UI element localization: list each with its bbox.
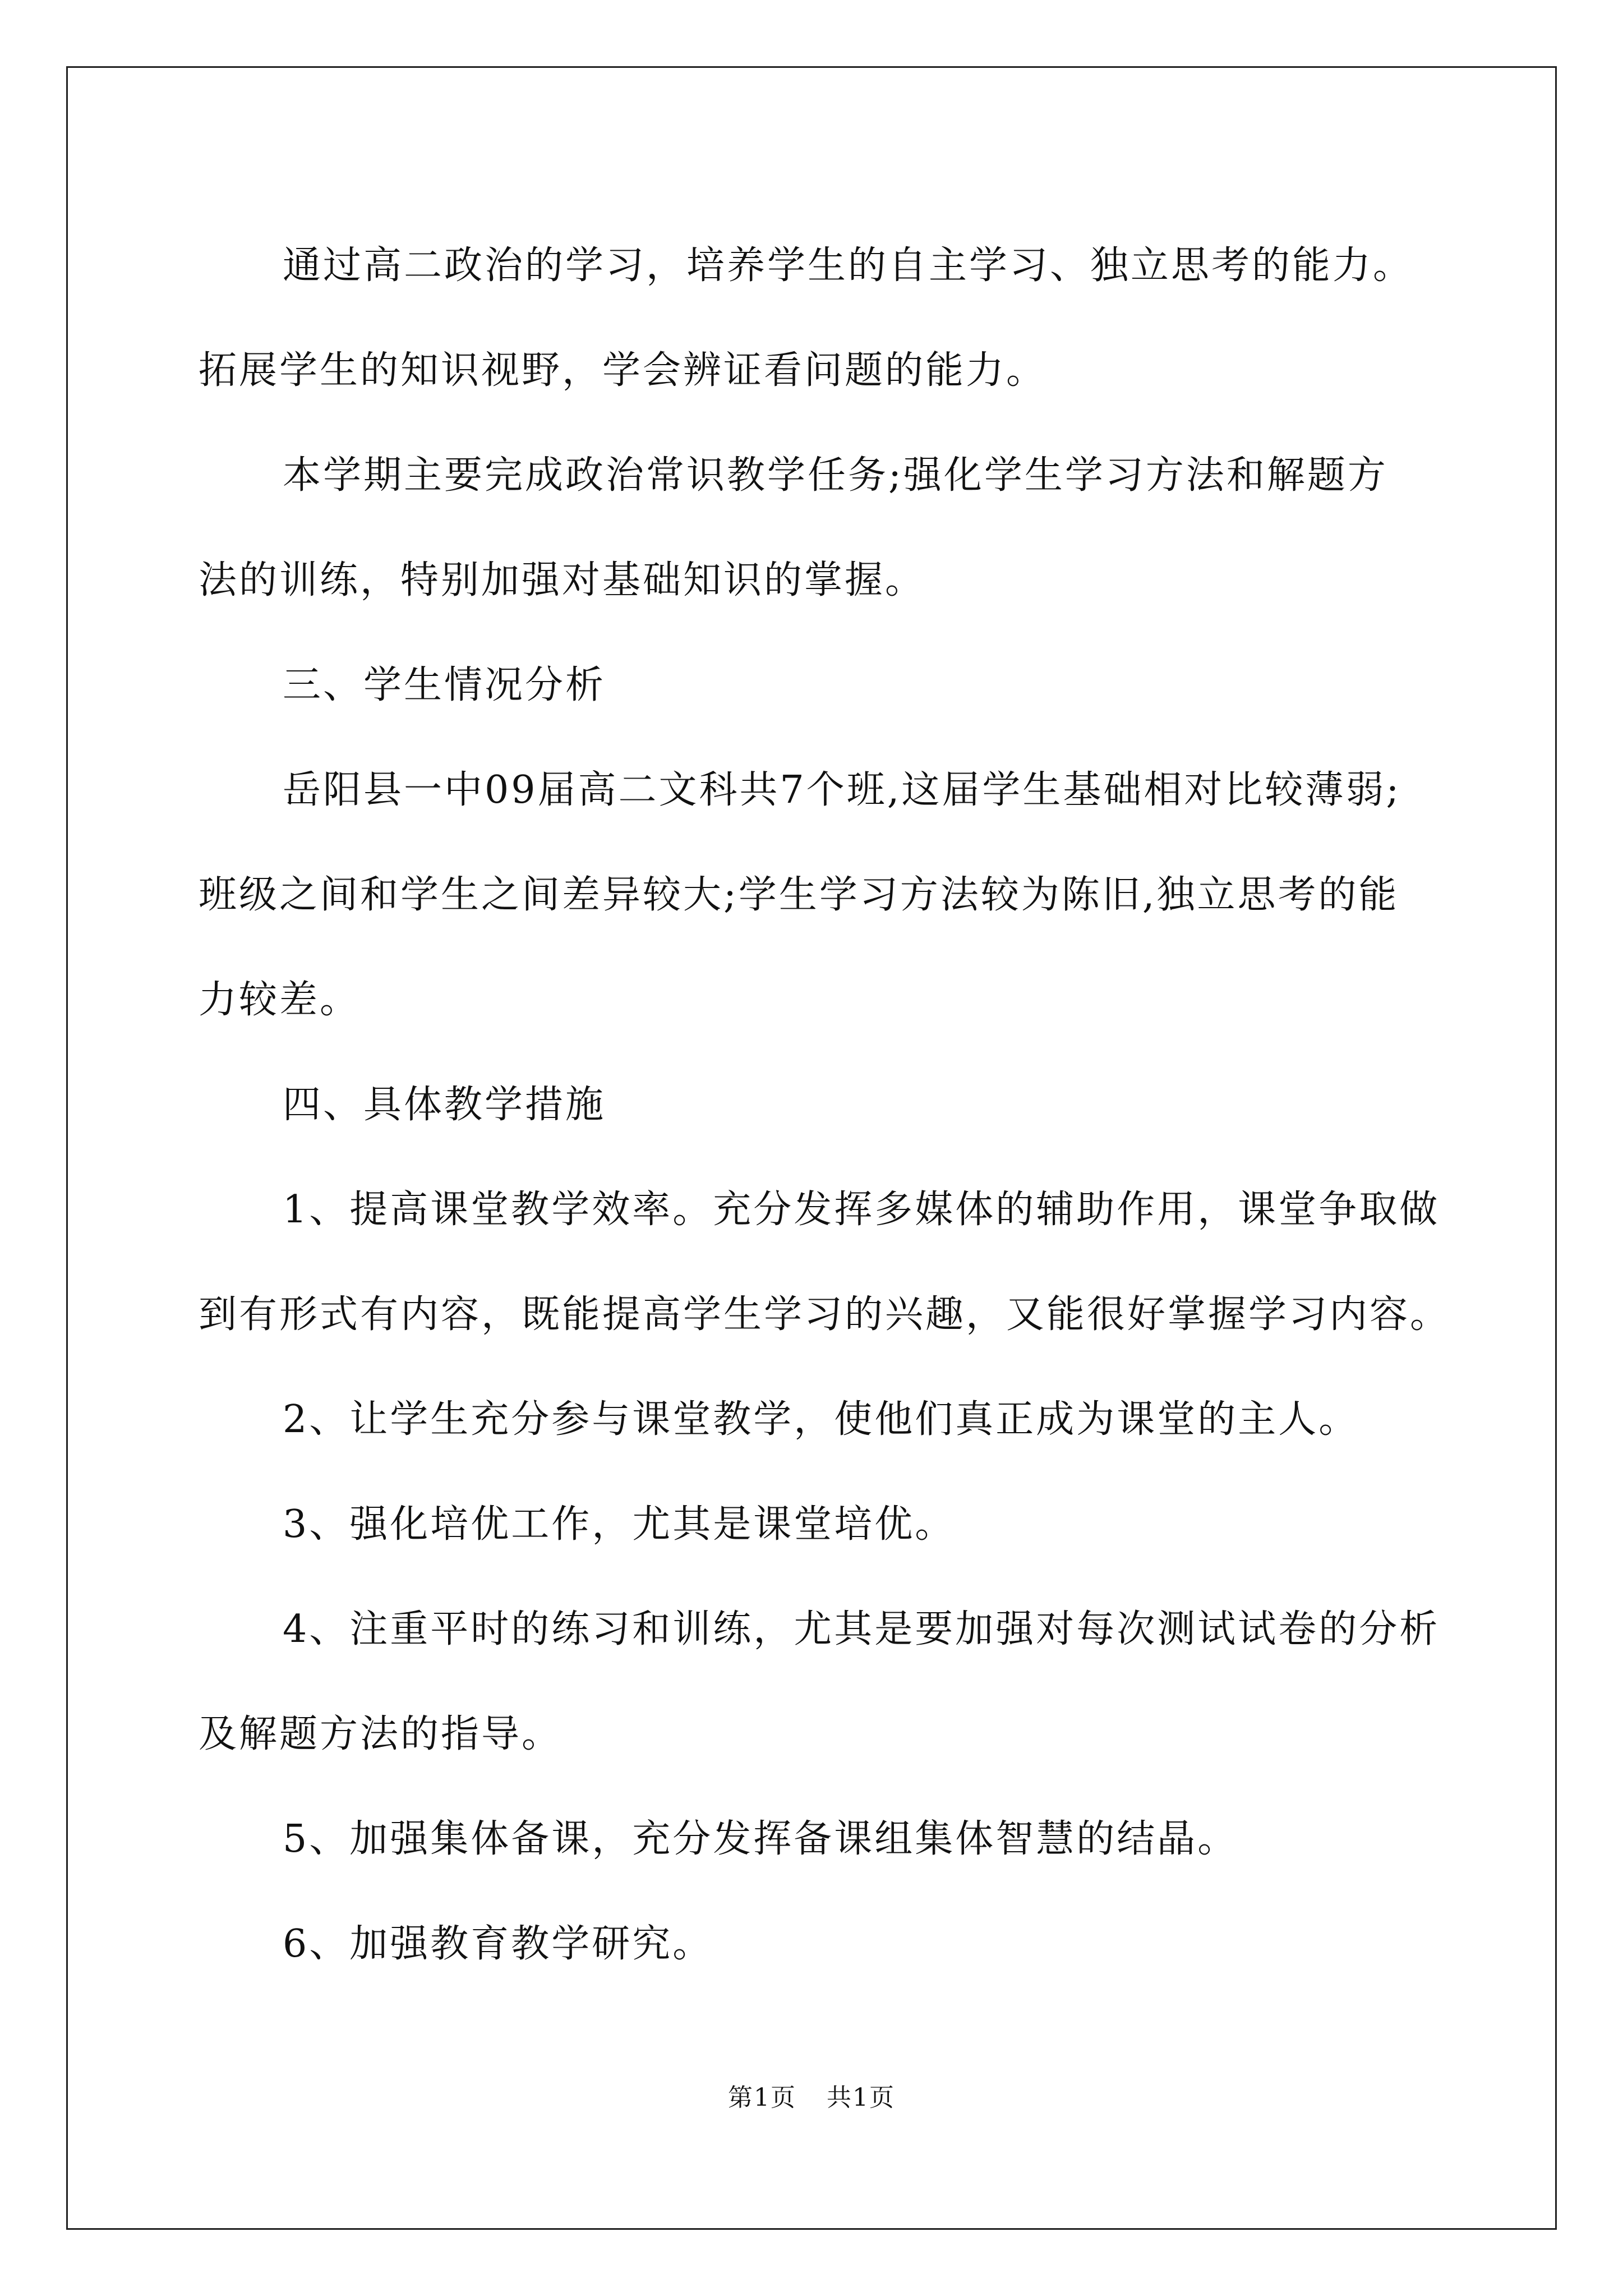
list-item-continuation: 及解题方法的指导。 (199, 1712, 562, 1756)
page-total: 共1页 (827, 2083, 895, 2112)
section-heading: 四、具体教学措施 (283, 1083, 606, 1127)
list-item: 2、让学生充分参与课堂教学，使他们真正成为课堂的主人。 (283, 1397, 1359, 1442)
list-item: 1、提高课堂教学效率。充分发挥多媒体的辅助作用，课堂争取做 (283, 1188, 1440, 1232)
document-body (199, 213, 1455, 1996)
paragraph-line: 岳阳县一中09届高二文科共7个班,这届学生基础相对比较薄弱; (283, 768, 1401, 812)
list-item: 6、加强教育教学研究。 (283, 1922, 713, 1966)
page-number: 第1页 (728, 2083, 796, 2112)
list-item: 5、加强集体备课，充分发挥备课组集体智慧的结晶。 (283, 1817, 1238, 1861)
paragraph-line: 力较差。 (199, 978, 361, 1022)
section-heading: 三、学生情况分析 (283, 663, 606, 707)
list-item: 3、强化培优工作，尤其是课堂培优。 (283, 1502, 956, 1547)
list-item-continuation: 到有形式有内容，既能提高学生学习的兴趣，又能很好掌握学习内容。 (199, 1292, 1451, 1337)
paragraph-line: 班级之间和学生之间差异较大;学生学习方法较为陈旧,独立思考的能 (199, 873, 1399, 917)
paragraph-line: 法的训练，特别加强对基础知识的掌握。 (199, 558, 926, 602)
paragraph-line: 本学期主要完成政治常识教学任务;强化学生学习方法和解题方 (283, 453, 1388, 498)
list-item: 4、注重平时的练习和训练，尤其是要加强对每次测试试卷的分析 (283, 1607, 1440, 1651)
paragraph-line: 通过高二政治的学习，培养学生的自主学习、独立思考的能力。 (283, 243, 1414, 288)
page-footer (0, 2081, 1623, 2115)
paragraph-line: 拓展学生的知识视野，学会辨证看问题的能力。 (199, 348, 1047, 393)
